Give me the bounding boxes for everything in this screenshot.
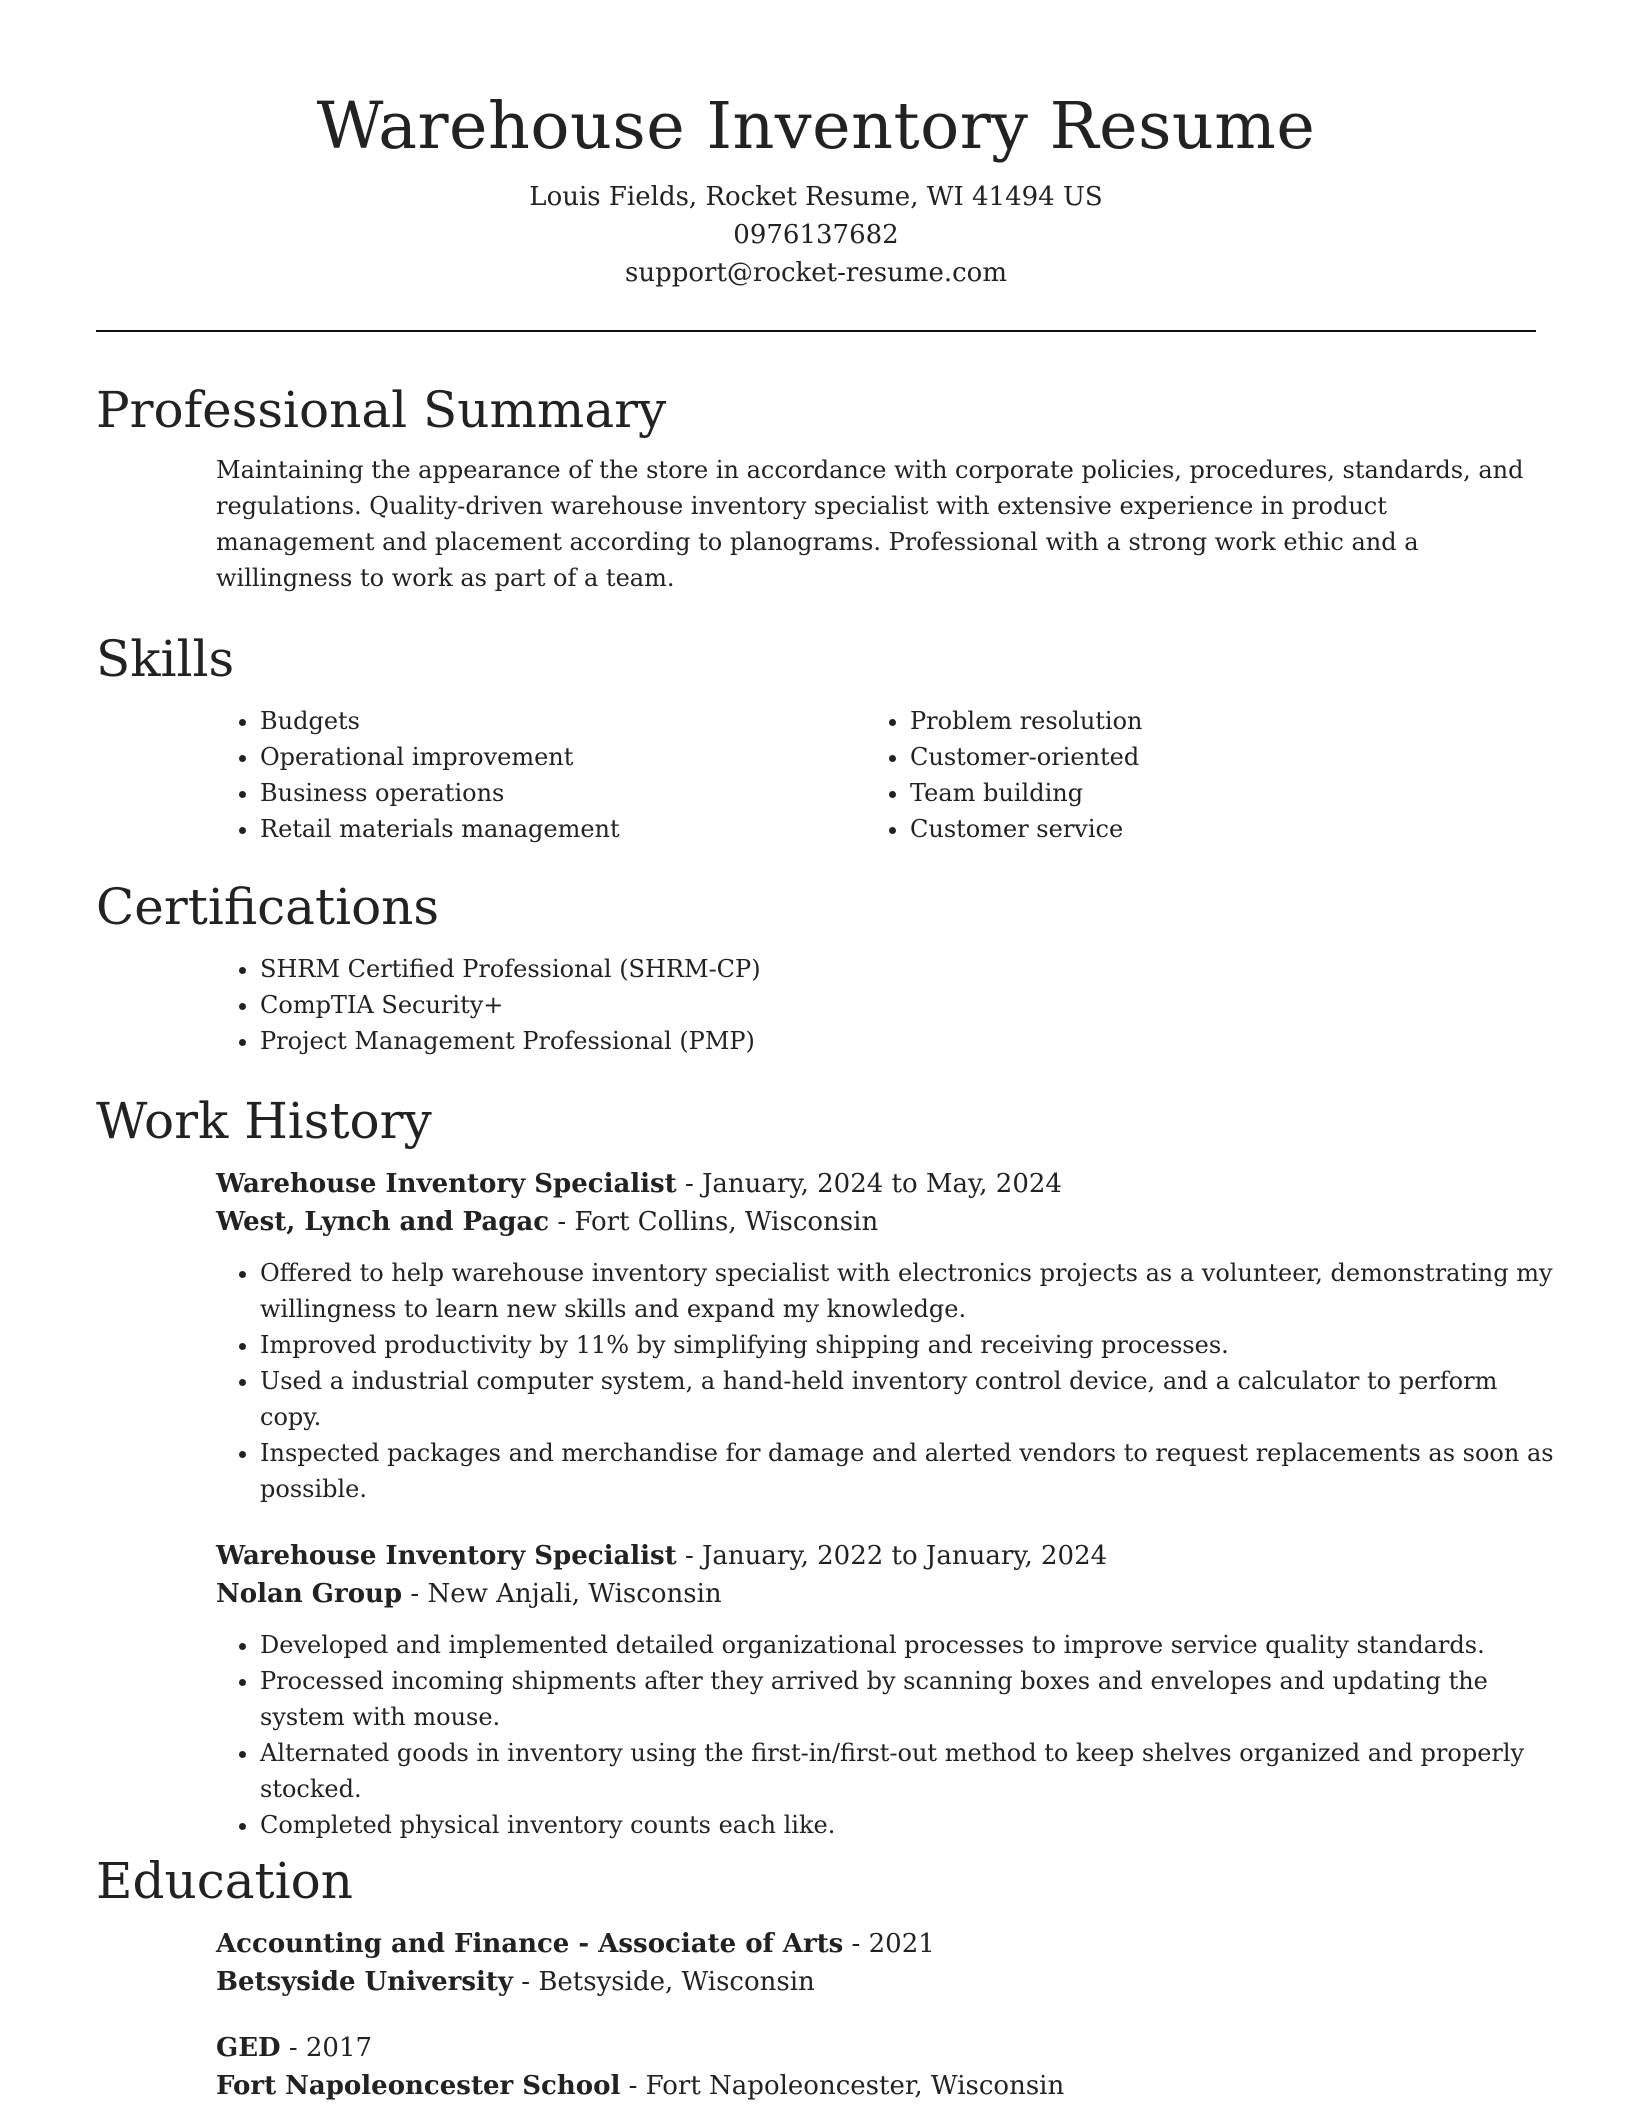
job-company-line: [216, 1575, 1536, 1613]
job-title-line: [216, 1537, 1536, 1575]
certification-item: • SHRM Certified Professional (SHRM-CP): [260, 951, 1536, 987]
skill-item: • Customer-oriented: [910, 739, 1516, 775]
job-bullet: • Developed and implemented detailed organizational processes to improve service quality standards.: [260, 1627, 1560, 1663]
education-heading: Education: [96, 1852, 353, 1910]
resume-header: [96, 0, 1536, 332]
skills-column-right: [866, 703, 1516, 847]
job-entry: [96, 1537, 1536, 1843]
job-location: - Fort Collins, Wisconsin: [549, 1207, 879, 1237]
work-history-section: [96, 1089, 1554, 1843]
job-bullet: • Used a industrial computer system, a hand-held inventory control device, and a calculator to perform copy.: [260, 1363, 1560, 1435]
page-title: Warehouse Inventory Resume: [316, 89, 1316, 164]
education-school-line: [216, 2067, 1536, 2105]
job-bullet: • Improved productivity by 11% by simplifying shipping and receiving processes.: [260, 1327, 1560, 1363]
education-year: - 2021: [843, 1929, 935, 1959]
education-year: - 2017: [280, 2033, 373, 2063]
header-divider: [96, 330, 1536, 332]
job-bullet: • Offered to help warehouse inventory specialist with electronics projects as a volunteer, demonstrating my willingness to learn new skills and expand my knowledge.: [260, 1255, 1560, 1327]
contact-email: support@rocket-resume.com: [624, 258, 1007, 288]
job-dates: - January, 2022 to January, 2024: [676, 1541, 1108, 1571]
contact-phone: 0976137682: [733, 220, 899, 250]
education-degree: GED: [216, 2033, 281, 2063]
skills-column-left: [216, 703, 866, 847]
certifications-heading: Certifications: [96, 878, 440, 936]
summary-section: [96, 378, 1536, 596]
contact-address: Louis Fields, Rocket Resume, WI 41494 US: [529, 182, 1103, 212]
job-dates: - January, 2024 to May, 2024: [676, 1169, 1062, 1199]
skill-item: • Problem resolution: [910, 703, 1516, 739]
contact-block: [96, 178, 1536, 292]
education-entry: [96, 1925, 1536, 2001]
job-title: Warehouse Inventory Specialist: [216, 1169, 677, 1199]
education-school-line: [216, 1963, 1536, 2001]
certification-item: • CompTIA Security+: [260, 987, 1536, 1023]
skill-item: • Operational improvement: [260, 739, 866, 775]
summary-heading: Professional Summary: [96, 381, 667, 439]
job-company: West, Lynch and Pagac: [216, 1207, 550, 1237]
skill-item: • Team building: [910, 775, 1516, 811]
skill-item: • Budgets: [260, 703, 866, 739]
skill-item: • Customer service: [910, 811, 1516, 847]
job-entry: [96, 1165, 1554, 1507]
job-company: Nolan Group: [216, 1579, 403, 1609]
education-degree-line: [216, 2029, 1536, 2067]
certification-item: • Project Management Professional (PMP): [260, 1023, 1536, 1059]
skills-heading: Skills: [96, 630, 235, 688]
job-bullet: • Completed physical inventory counts each like.: [260, 1807, 1560, 1843]
education-location: - Betsyside, Wisconsin: [513, 1967, 815, 1997]
job-location: - New Anjali, Wisconsin: [402, 1579, 722, 1609]
resume-page: [96, 0, 1554, 2101]
job-bullet: • Processed incoming shipments after they arrived by scanning boxes and envelopes and updating the system with mouse.: [260, 1663, 1560, 1735]
job-title: Warehouse Inventory Specialist: [216, 1541, 677, 1571]
skill-item: • Business operations: [260, 775, 866, 811]
job-company-line: [216, 1203, 1536, 1241]
job-bullet: • Inspected packages and merchandise for damage and alerted vendors to request replacements as soon as possible.: [260, 1435, 1560, 1507]
work-history-heading: Work History: [96, 1092, 432, 1150]
skills-section: [96, 627, 1536, 847]
education-school: Fort Napoleoncester School: [216, 2071, 621, 2101]
education-section: [96, 1849, 1536, 2105]
education-entry: [96, 2029, 1536, 2105]
education-degree: Accounting and Finance - Associate of Arts: [216, 1929, 844, 1959]
job-title-line: [216, 1165, 1536, 1203]
skill-item: • Retail materials management: [260, 811, 866, 847]
education-degree-line: [216, 1925, 1536, 1963]
certifications-section: [96, 875, 1536, 1059]
summary-text: Maintaining the appearance of the store in accordance with corporate policies, procedures, standards, and regulations. Quality-driven warehouse inventory specialist with extensive experience in product management and placement according to planograms. Professional with a strong work ethic and a willingness to work as part of a team.: [216, 456, 1524, 592]
education-school: Betsyside University: [216, 1967, 513, 1997]
job-bullet: • Alternated goods in inventory using the first-in/first-out method to keep shelves organized and properly stocked.: [260, 1735, 1560, 1807]
education-location: - Fort Napoleoncester, Wisconsin: [620, 2071, 1065, 2101]
